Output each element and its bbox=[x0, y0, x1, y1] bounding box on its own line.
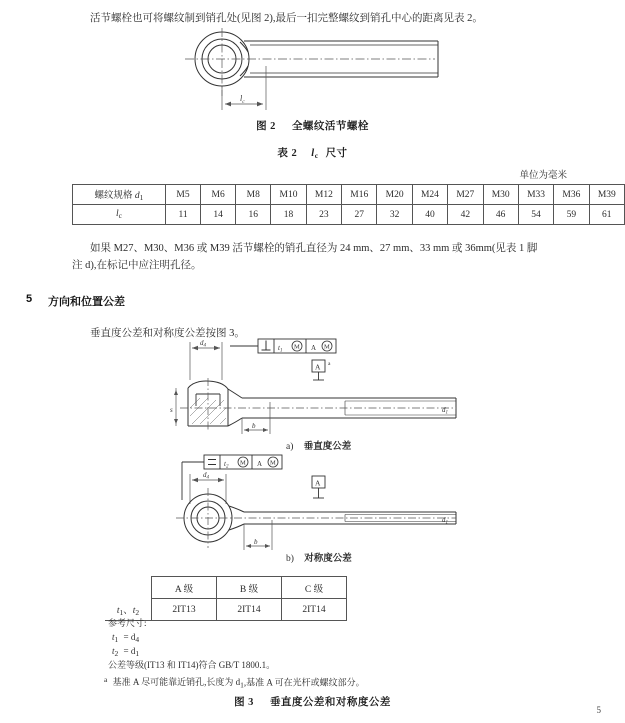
figure3a-sublabel bbox=[286, 438, 351, 452]
footnote-grade-note: 公差等级(IT13 和 IT14)符合 GB/T 1800.1。 bbox=[108, 660, 276, 670]
grade-table-value: 2IT14 bbox=[217, 599, 282, 621]
table2-cell-lc: 14 bbox=[201, 205, 236, 225]
symmetry-symbol bbox=[208, 460, 216, 465]
mmc-modifier-1 bbox=[238, 457, 248, 467]
table2-cell-lc: 16 bbox=[236, 205, 271, 225]
svg-text:M: M bbox=[240, 459, 246, 467]
svg-text:A: A bbox=[311, 344, 317, 352]
grade-table-header: B 级 bbox=[217, 577, 282, 599]
svg-text:M: M bbox=[270, 459, 276, 467]
figure2-caption-title: 全螺纹活节螺栓 bbox=[291, 121, 369, 132]
unit-note: 单位为毫米 bbox=[519, 171, 567, 181]
table2-cell-thread: M20 bbox=[377, 185, 412, 205]
figure3-caption bbox=[0, 692, 625, 710]
table2-row2-symbol: l bbox=[115, 209, 119, 220]
table2-cell-thread: M5 bbox=[165, 185, 200, 205]
note-paragraph-line2: 注 d),在标记中应注明孔径。 bbox=[72, 260, 202, 271]
svg-text:t1: $t_1$ bbox=[278, 344, 283, 354]
svg-text:b: b bbox=[252, 422, 256, 430]
table2-cell-lc: 59 bbox=[554, 205, 589, 225]
grade-row-t1: t bbox=[116, 605, 120, 616]
figure3b-drawing bbox=[170, 452, 460, 557]
perpendicularity-symbol bbox=[262, 341, 271, 351]
table2-row-header bbox=[73, 185, 166, 205]
svg-text:a: a bbox=[328, 361, 331, 367]
table2-cell-thread: M24 bbox=[412, 185, 447, 205]
table2-cell-thread: M33 bbox=[518, 185, 553, 205]
table-row bbox=[105, 577, 347, 599]
mmc-modifier-2 bbox=[268, 457, 278, 467]
table2-cell-lc: 18 bbox=[271, 205, 306, 225]
table2-cell-thread: M12 bbox=[306, 185, 341, 205]
figure3b-sublabel bbox=[286, 550, 352, 564]
table2-cell-lc: 32 bbox=[377, 205, 412, 225]
table2-title-label: 表 2 bbox=[277, 148, 298, 159]
table2-cell-thread: M8 bbox=[236, 185, 271, 205]
table2-cell-thread: M6 bbox=[201, 185, 236, 205]
table2-title-suffix: 尺寸 bbox=[325, 148, 348, 159]
table2-cell-thread: M10 bbox=[271, 185, 306, 205]
svg-text:A: A bbox=[315, 362, 321, 372]
table2-cell-lc: 40 bbox=[412, 205, 447, 225]
svg-text:d4: $d_4$ bbox=[203, 471, 209, 481]
figure2-drawing bbox=[180, 26, 440, 121]
table2-title: 表 2 $l_c$ 尺寸 bbox=[277, 148, 348, 160]
table2-cell-thread: M36 bbox=[554, 185, 589, 205]
grade-table bbox=[105, 576, 347, 621]
figure3a-label: a) bbox=[286, 442, 294, 452]
mmc-modifier-1 bbox=[292, 341, 302, 351]
table2-cell-lc: 61 bbox=[589, 205, 624, 225]
figure3a-title: 垂直度公差 bbox=[303, 442, 352, 452]
table2-cell-thread: M39 bbox=[589, 185, 624, 205]
table2-row-header-label: 螺纹规格 bbox=[94, 191, 133, 202]
grade-table-header: C 级 bbox=[282, 577, 347, 599]
svg-text:t2: $t_2$ bbox=[224, 460, 229, 470]
note-paragraph-line1: 如果 M27、M30、M36 或 M39 活节螺栓的销孔直径为 24 mm、27 mm、33 mm 或 36mm(见表 1 脚 bbox=[90, 243, 538, 254]
table2-cell-lc: 42 bbox=[448, 205, 483, 225]
table-row bbox=[73, 205, 625, 225]
intro-paragraph: 活节螺栓也可将螺纹制到销孔处(见图 2),最后一扣完整螺纹到销孔中心的距离见表 2。 bbox=[90, 13, 483, 24]
table2-cell-thread: M16 bbox=[342, 185, 377, 205]
table2-cell-lc: 11 bbox=[165, 205, 200, 225]
grade-table-header: A 级 bbox=[152, 577, 217, 599]
mmc-modifier-2 bbox=[322, 341, 332, 351]
footnote-marker: a bbox=[104, 675, 108, 684]
figure3a-drawing bbox=[170, 336, 460, 441]
table2-cell-lc: 23 bbox=[306, 205, 341, 225]
figure3-caption-title: 垂直度公差和对称度公差 bbox=[269, 697, 391, 708]
footnote-ref-line2: $t_2 = d_1$ bbox=[112, 646, 140, 658]
svg-text:d1: $d_1$ bbox=[442, 516, 448, 526]
svg-text:M: M bbox=[294, 343, 300, 351]
footnote-ref-title: 参考尺寸: bbox=[108, 618, 147, 628]
table2-row2-sub: c bbox=[118, 210, 122, 220]
table2-cell-thread: M30 bbox=[483, 185, 518, 205]
table2-cell-lc: 54 bbox=[518, 205, 553, 225]
table2-row-header-sub: 1 bbox=[139, 192, 144, 202]
table2-row2-header bbox=[73, 205, 166, 225]
table2-title-symbol: l bbox=[311, 148, 315, 159]
svg-text:b: b bbox=[254, 538, 258, 546]
table2 bbox=[72, 184, 625, 225]
grade-row-t2: t bbox=[132, 605, 136, 616]
figure2-caption bbox=[0, 116, 625, 134]
section5-number: 5 bbox=[26, 293, 33, 305]
grade-table-value: 2IT13 bbox=[152, 599, 217, 621]
table2-cell-lc: 27 bbox=[342, 205, 377, 225]
table2-cell-thread: M27 bbox=[448, 185, 483, 205]
figure3-caption-label: 图 3 bbox=[234, 697, 254, 708]
svg-text:s: s bbox=[170, 406, 173, 414]
figure2-dimension-label: $l_c$ bbox=[240, 94, 245, 105]
grade-table-corner bbox=[105, 577, 152, 599]
figure3b-title: 对称度公差 bbox=[304, 554, 352, 564]
svg-text:d4: $d_4$ bbox=[200, 339, 206, 349]
table-row bbox=[73, 185, 625, 205]
section5-title: 方向和位置公差 bbox=[48, 296, 125, 308]
figure2-caption-label: 图 2 bbox=[256, 121, 276, 132]
footnote-datum-note: $^a$ 基准 A 尽可能靠近销孔,长度为 $d_1$,基准 A 可在光杆或螺纹部分。 bbox=[104, 675, 365, 690]
grade-table-row-label: $t_1$、$t_2$ bbox=[105, 599, 152, 621]
figure3b-label: b) bbox=[286, 554, 294, 564]
footnote-ref-line1: $t_1 = d_4$ bbox=[112, 632, 140, 644]
page-number: 5 bbox=[596, 705, 601, 715]
svg-text:A: A bbox=[315, 478, 321, 488]
table2-cell-lc: 46 bbox=[483, 205, 518, 225]
svg-text:M: M bbox=[324, 343, 330, 351]
section5-body: 垂直度公差和对称度公差按图 3。 bbox=[90, 328, 245, 339]
svg-text:A: A bbox=[257, 460, 263, 468]
svg-text:d1: $d_1$ bbox=[442, 406, 448, 416]
table2-row-header-symbol: d bbox=[134, 191, 140, 202]
grade-table-value: 2IT14 bbox=[282, 599, 347, 621]
